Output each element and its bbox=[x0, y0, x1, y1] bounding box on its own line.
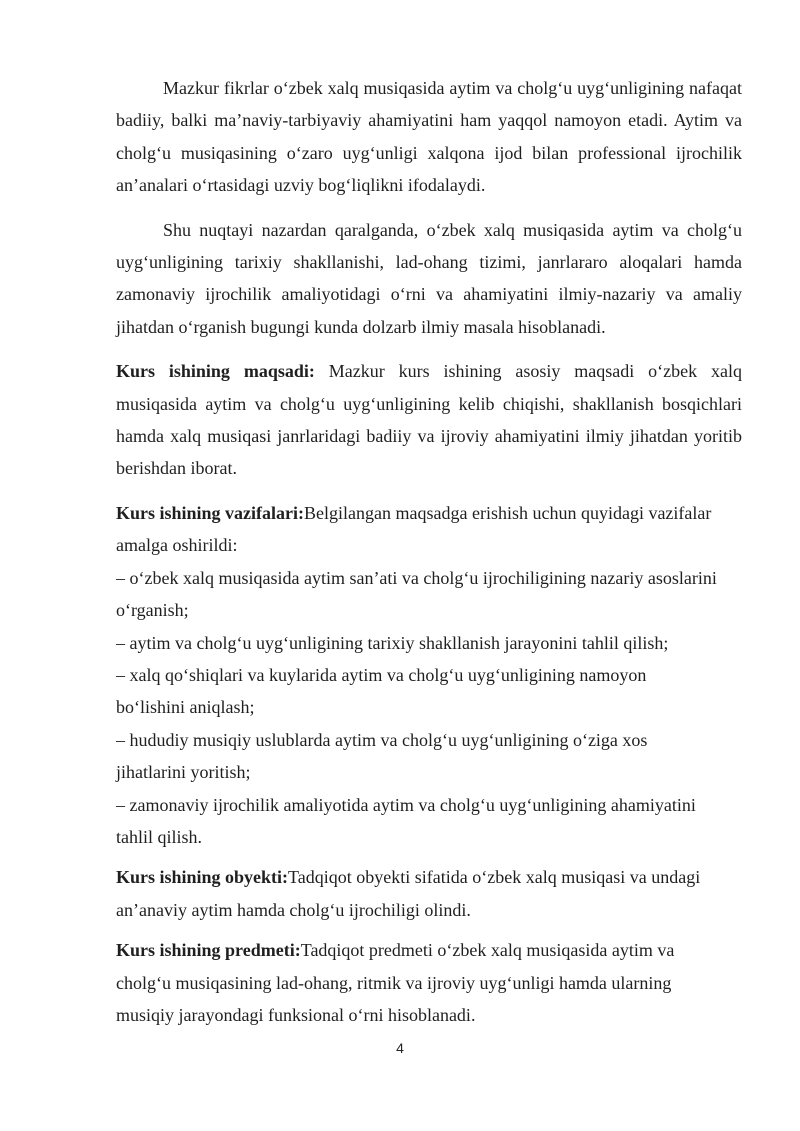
page-number: 4 bbox=[396, 1040, 404, 1056]
paragraph-context: Shu nuqtayi nazardan qaralganda, oʻzbek xalq musiqasida aytim va cholgʻu uygʻunligining tarixiy shakllanishi, lad-ohang tizimi, janrlararo aloqalari hamda zamonaviy ijrochilik amaliyotidagi oʻrni va ahamiyatini ilmiy-nazariy va amaliy jihatdan oʻrganish bugungi kunda dolzarb ilmiy masala hisoblanadi. bbox=[116, 219, 742, 337]
subject-line-3: musiqiy jarayondagi funksional oʻrni hisoblanadi. bbox=[116, 1004, 476, 1025]
task-item-1: – oʻzbek xalq musiqasida aytim sanʼati va cholgʻu ijrochiligining nazariy asoslarini bbox=[116, 567, 717, 588]
task-item-5-cont: tahlil qilish. bbox=[116, 826, 203, 847]
tasks-label: Kurs ishining vazifalari: bbox=[116, 502, 305, 523]
task-item-1-cont: oʻrganish; bbox=[116, 600, 189, 621]
tasks-intro: Belgilangan maqsadga erishish uchun quyidagi vazifalar bbox=[304, 502, 712, 523]
tasks-intro-line-2: amalga oshirildi: bbox=[116, 535, 238, 556]
task-item-2: – aytim va cholgʻu uygʻunligining tarixiy shakllanish jarayonini tahlil qilish; bbox=[116, 632, 669, 653]
subject-line-2: cholgʻu musiqasining lad-ohang, ritmik va ijroviy uygʻunligi hamda ularning bbox=[116, 972, 672, 993]
object-text: Tadqiqot obyekti sifatida oʻzbek xalq musiqasi va undagi bbox=[288, 867, 701, 888]
task-item-4-cont: jihatlarini yoritish; bbox=[116, 762, 251, 783]
section-goal bbox=[116, 355, 742, 485]
task-item-5: – zamonaviy ijrochilik amaliyotida aytim va cholgʻu uygʻunligining ahamiyatini bbox=[116, 794, 696, 815]
section-tasks bbox=[116, 497, 742, 853]
object-line-2: anʼanaviy aytim hamda cholgʻu ijrochiligi olindi. bbox=[116, 899, 471, 920]
tasks-intro-line-1 bbox=[116, 497, 742, 529]
section-subject bbox=[116, 934, 742, 1031]
object-line-1 bbox=[116, 861, 742, 893]
document-page bbox=[116, 72, 742, 1031]
subject-label: Kurs ishining predmeti: bbox=[116, 940, 301, 961]
goal-label: Kurs ishining maqsadi: bbox=[116, 361, 315, 382]
subject-line-1 bbox=[116, 934, 742, 966]
task-item-3: – xalq qoʻshiqlari va kuylarida aytim va cholgʻu uygʻunligining namoyon bbox=[116, 664, 647, 685]
paragraph-intro: Mazkur fikrlar oʻzbek xalq musiqasida aytim va cholgʻu uygʻunligining nafaqat badiiy, balki maʼnaviy-tarbiyaviy ahamiyatini ham yaqqol namoyon etadi. Aytim va cholgʻu musiqasining oʻzaro uygʻunligi xalqona ijod bilan professional ijrochilik anʼanalari oʻrtasidagi uzviy bogʻliqlikni ifodalaydi. bbox=[116, 78, 742, 196]
task-item-3-cont: boʻlishini aniqlash; bbox=[116, 697, 255, 718]
task-item-4: – hududiy musiqiy uslublarda aytim va cholgʻu uygʻunligining oʻziga xos bbox=[116, 729, 648, 750]
object-label: Kurs ishining obyekti: bbox=[116, 867, 289, 888]
goal-text: Mazkur kurs ishining asosiy maqsadi oʻzbek xalq musiqasida aytim va cholgʻu uygʻunligining kelib chiqishi, shakllanish bosqichlari hamda xalq musiqasi janrlaridagi badiiy va ijroviy ahamiyatini ilmiy jihatdan yoritib berishdan iborat. bbox=[116, 361, 742, 479]
section-object bbox=[116, 861, 742, 926]
subject-text: Tadqiqot predmeti oʻzbek xalq musiqasida aytim va bbox=[300, 940, 675, 961]
